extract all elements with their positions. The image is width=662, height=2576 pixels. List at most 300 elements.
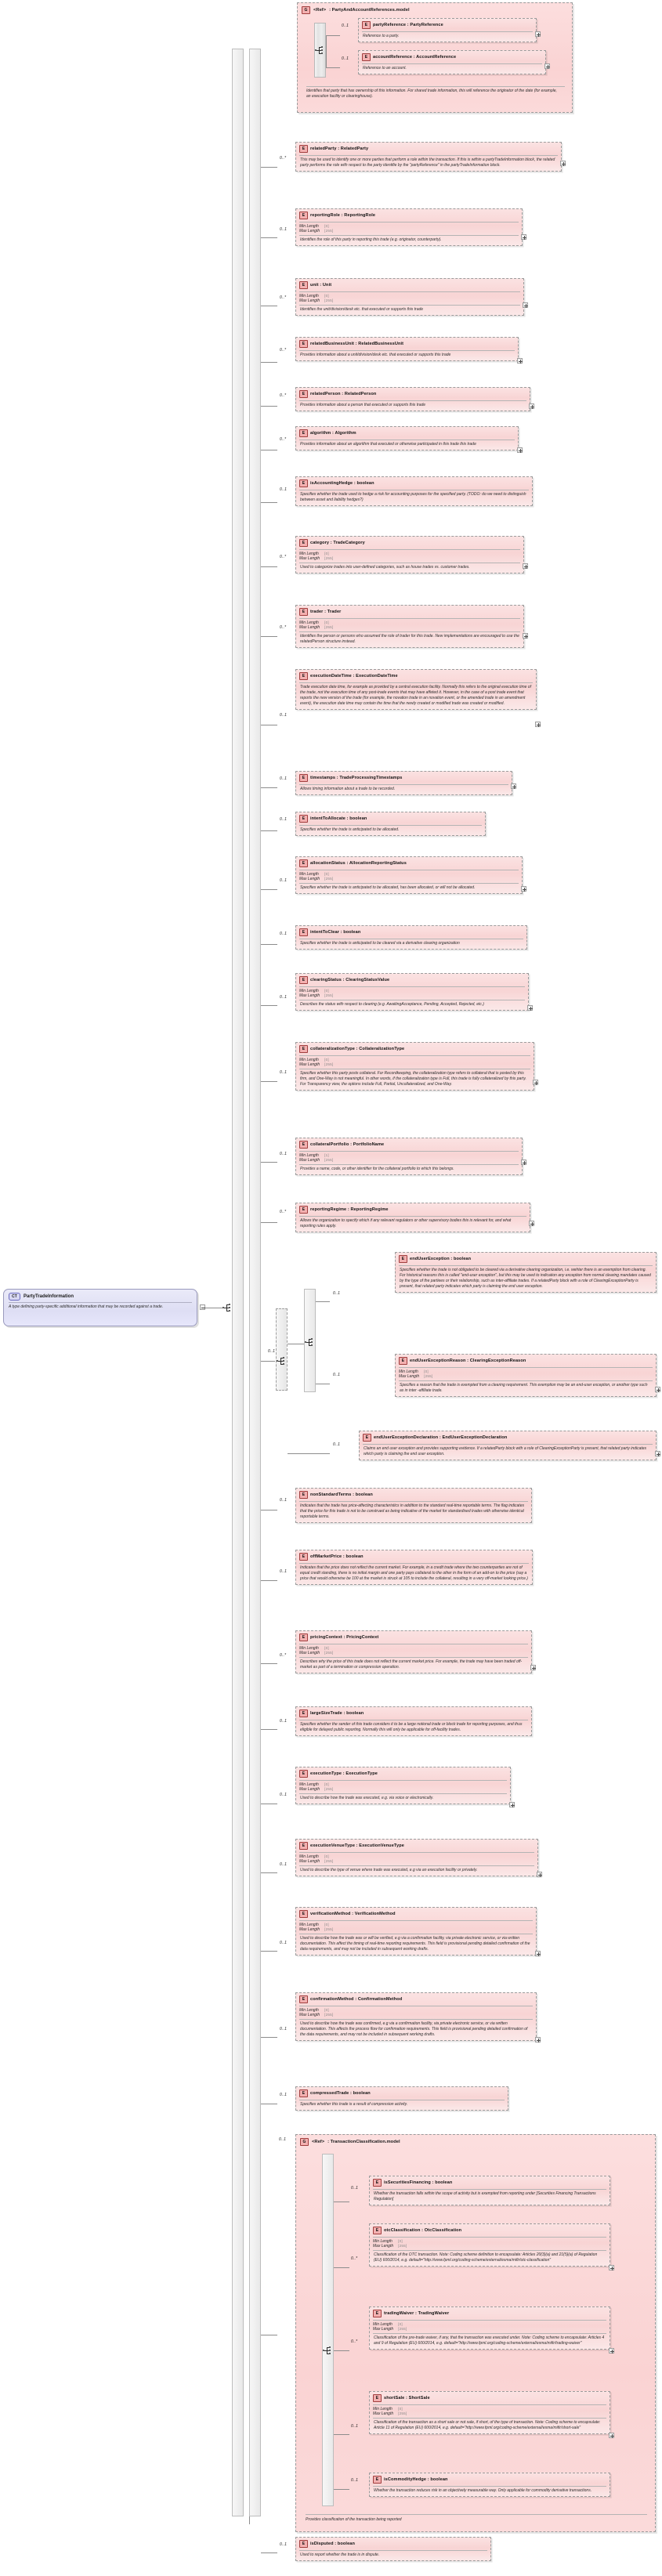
element-badge: E xyxy=(299,1910,308,1918)
occurs-label: 0..1 xyxy=(280,995,288,1000)
occurs-label: 0..1 xyxy=(268,1349,276,1354)
element-badge: E xyxy=(299,1995,308,2003)
element-name: relatedParty : RelatedParty xyxy=(310,147,369,151)
element-doc: Used to categorize trades into user-defined categories, such as house trades vs. customer trades. xyxy=(300,565,470,570)
element-doc: Specifies whether the trade is anticipated to be allocated, has been allocated, or will not be allocated. xyxy=(300,885,476,890)
group-header xyxy=(298,3,572,16)
element-doc: Specifies whether the trade is anticipated to be allocated. xyxy=(300,827,400,832)
element-badge: E xyxy=(299,1045,308,1053)
element-doc: Specifies whether the sender of this trade considers it to be a large notional trade or block trade for reporting purposes, and thus eligible for delayed public reporting. Normally this will only be applicable for off-facility trades. xyxy=(300,1722,523,1732)
element-isDisputed[interactable] xyxy=(295,2537,491,2561)
element-trader[interactable] xyxy=(295,605,524,648)
element-name: confirmationMethod : ConfirmationMethod xyxy=(310,1997,403,2002)
occurs-label: 0..1 xyxy=(280,487,288,492)
expand-toggle[interactable] xyxy=(535,722,541,727)
occurs-label: 0..1 xyxy=(280,227,288,232)
expand-toggle[interactable] xyxy=(523,302,528,308)
element-doc: Identifies the unit/division/desk etc. that executed or supports this trade xyxy=(300,307,424,312)
element-doc: Classification of the pre-trade waiver, if any, that the transaction was executed under. Note: Coding scheme to encapsulate: Articles 4 and 9 of Regulation (EU) 600/2014, e.g. default="http://www.fpml.org/coding-scheme/external/esma/mifir/trading-waiver" xyxy=(374,2335,605,2346)
element-doc: Used to describe how the trade was confirmed, e.g via a confirmation facility, via private electronic service, or via written documentation. This affects the process flow for confirmation requirements. This field is provisional pending detailed confirmation of the data requirements, and may not be included in subsequent working drafts. xyxy=(300,2021,528,2037)
occurs-label: 0..1 xyxy=(351,2424,359,2429)
max-length-label: Max Length xyxy=(299,877,320,881)
occurs-label: 0..1 xyxy=(342,56,349,61)
element-name: endUserExceptionReason : ClearingExceptionReason xyxy=(410,1359,526,1363)
occurs-label: 0..1 xyxy=(280,1793,288,1797)
expand-toggle[interactable] xyxy=(521,886,526,892)
element-doc: Specifies whether the trade is not obligated to be cleared via a derivative clearing organization, i.e. wehter there is an exemption from clearing. For historical reasons this is called "end-user exception", but this may be used to indication any exception from normal clearing mandates caused by the type of the partiees or their relationship, such as inter-affiliate trades. If a relatedParty block with a role of ClearingExceptionParty is present, that related party indicates which party is claiming the end user exception. xyxy=(400,1268,651,1289)
element-badge: E xyxy=(299,145,308,153)
element-badge: E xyxy=(299,928,308,936)
element-name: reportingRole : ReportingRole xyxy=(310,213,376,218)
element-name: otcClassification : OtcClassification xyxy=(384,2228,462,2233)
element-accountReference[interactable] xyxy=(358,50,546,74)
element-executionType[interactable] xyxy=(295,1767,511,1804)
expand-toggle[interactable] xyxy=(537,1872,542,1877)
min-length-label: Min Length xyxy=(373,2407,392,2411)
element-doc: Identifies the role of this party in reporting this trade (e.g. originator, counterparty). xyxy=(300,237,442,242)
element-badge: E xyxy=(299,281,308,289)
min-length-value: [0] xyxy=(324,2008,329,2012)
element-doc: Specifies a reason that the trade is exempted from a clearing requirement. This exemption may be an end-user exception, or another type such as in inter -affiliate trade. xyxy=(400,1383,648,1393)
occurs-label: 0..* xyxy=(351,2339,358,2344)
min-length-label: Min Length xyxy=(299,620,319,625)
occurs-label: 0..1 xyxy=(280,1719,288,1724)
element-name: pricingContext : PricingContext xyxy=(310,1635,379,1640)
occurs-label: 0..* xyxy=(280,156,287,161)
max-length-value: [255] xyxy=(324,625,334,629)
complex-type-name: PartyTradeInformation xyxy=(24,1294,74,1299)
expand-toggle[interactable] xyxy=(609,2433,614,2438)
element-name: timestamps : TradeProcessingTimestamps xyxy=(310,776,403,780)
occurs-label: 0..1 xyxy=(351,2478,359,2483)
max-length-label: Max Length xyxy=(299,1927,320,1932)
max-length-label: Max Length xyxy=(299,1787,320,1792)
element-name: isSecuritiesFinancing : boolean xyxy=(384,2180,453,2185)
element-badge: E xyxy=(299,479,308,487)
element-badge: E xyxy=(299,815,308,823)
min-length-value: [0] xyxy=(324,872,329,876)
element-badge: E xyxy=(299,859,308,867)
element-doc: This may be used to identify one or more parties that perform a role within the transaction. If this is within a partyTradeInformation block, the related party performs the role with respect to the party identifie by the "partyReference" in the partyTradeInformation block. xyxy=(300,157,555,168)
collapse-toggle[interactable] xyxy=(200,1304,205,1310)
element-relatedBusinessUnit[interactable] xyxy=(295,337,519,361)
max-length-value: [255] xyxy=(324,229,334,233)
element-badge: E xyxy=(299,1634,308,1641)
element-badge: E xyxy=(362,53,371,61)
max-length-value: [255] xyxy=(398,2327,407,2331)
expand-toggle[interactable] xyxy=(609,2348,614,2353)
root-sequence-icon xyxy=(222,1302,233,1313)
element-pricingContext[interactable] xyxy=(295,1630,532,1673)
element-badge: E xyxy=(399,1357,407,1365)
occurs-label: 0..1 xyxy=(351,2186,359,2191)
group-header xyxy=(296,2135,655,2147)
occurs-label: 0..* xyxy=(280,555,287,559)
occurs-label: 0..1 xyxy=(280,1862,288,1867)
min-length-value: [0] xyxy=(324,1854,329,1858)
max-length-label: Max Length xyxy=(373,2411,394,2416)
max-length-label: Max Length xyxy=(299,298,320,303)
group-doc: Identifies that party that has ownership of this information. For shared trade information, this will reference the originator of the date (for example, an execution facility or clearinghouse). xyxy=(306,89,557,99)
element-badge: E xyxy=(299,1842,308,1850)
element-name: unit : Unit xyxy=(310,283,332,288)
element-badge: E xyxy=(299,672,308,680)
element-badge: E xyxy=(299,1206,308,1214)
occurs-label: 0..1 xyxy=(280,817,288,822)
group-ref-transaction-classification[interactable] xyxy=(295,2134,656,2532)
element-doc: Indicates that the trade has price-affecting characteristics in addition to the standard real-time reportable terms. The flag indicates that the price for this trade is not to be construed as being indicative of the market for standardised trades with otherwise identical reportable terms. xyxy=(300,1503,524,1519)
element-executionDateTime[interactable] xyxy=(295,669,537,710)
min-length-label: Min Length xyxy=(299,1782,319,1787)
element-name: category : TradeCategory xyxy=(310,541,365,545)
max-length-label: Max Length xyxy=(299,1158,320,1163)
element-badge: E xyxy=(299,774,308,782)
group-badge: G xyxy=(302,6,310,14)
element-badge: E xyxy=(363,1434,371,1442)
element-name: endUserExceptionDeclaration : EndUserExceptionDeclaration xyxy=(374,1435,508,1440)
element-isAccountingHedge[interactable] xyxy=(295,476,533,506)
occurs-label: 0..1 xyxy=(280,1941,288,1945)
max-length-value: [255] xyxy=(324,1062,334,1066)
element-doc: Provides information about a person that executed or supports this trade xyxy=(300,403,426,407)
max-length-label: Max Length xyxy=(373,2327,394,2332)
element-name: partyReference : PartyReference xyxy=(373,23,443,27)
group-doc: Provides classification of the transaction being reported xyxy=(306,2517,402,2522)
choice-outer-bar xyxy=(276,1308,288,1391)
element-badge: E xyxy=(299,212,308,219)
max-length-value: [255] xyxy=(324,1158,334,1162)
element-doc: Used to report whether the trade is in dispute. xyxy=(300,2552,380,2557)
complex-type-doc: A type defining party-specific additional information that may be recorded against a trade. xyxy=(9,1304,164,1309)
element-doc: Whether the transaction falls within the scope of activity but is exempted from reporting under [Securities Financing Transactions Regulation] xyxy=(374,2191,596,2202)
min-length-value: [0] xyxy=(324,552,329,555)
min-length-value: [0] xyxy=(398,2239,403,2243)
max-length-label: Max Length xyxy=(299,2013,320,2017)
element-unit[interactable] xyxy=(295,278,524,316)
element-badge: E xyxy=(299,539,308,547)
element-badge: E xyxy=(299,2089,308,2097)
element-name: allocationStatus : AllocationReportingStatus xyxy=(310,861,407,866)
expand-toggle[interactable] xyxy=(560,161,566,166)
element-name: collateralPortfolio : PortfolioName xyxy=(310,1142,385,1147)
branch-a-sequence-icon xyxy=(304,1337,316,1348)
occurs-label: 0..* xyxy=(351,2256,358,2261)
occurs-label: 0..1 xyxy=(280,2093,288,2097)
group-ref-label: <Ref> xyxy=(313,8,327,13)
element-timestamps[interactable] xyxy=(295,771,512,795)
occurs-label: 0..* xyxy=(280,625,287,630)
expand-toggle[interactable] xyxy=(517,358,523,364)
min-length-value: [0] xyxy=(324,1923,329,1927)
element-collateralizationType[interactable] xyxy=(295,1042,534,1091)
element-name: largeSizeTrade : boolean xyxy=(310,1711,364,1716)
sequence-icon xyxy=(322,2345,334,2356)
expand-toggle[interactable] xyxy=(655,1451,660,1456)
occurs-label: 0..1 xyxy=(280,1569,288,1574)
max-length-label: Max Length xyxy=(299,625,320,630)
element-doc: Claims an end user exception and provides supporting evidence. If a relatedParty block with a role of ClearingExceptionParty is present, that related party indicates which party is claiming the end user exception. xyxy=(364,1446,647,1456)
group-badge: G xyxy=(300,2138,309,2146)
max-length-label: Max Length xyxy=(299,1062,320,1067)
element-doc: Whether the transaction reduces risk in an objectively measurable way. Only applicable for commodity derivative transactions. xyxy=(374,2488,592,2493)
expand-toggle[interactable] xyxy=(527,1005,533,1011)
complex-type-PartyTradeInformation[interactable] xyxy=(3,1289,197,1326)
min-length-label: Min Length xyxy=(399,1369,418,1374)
element-partyReference[interactable] xyxy=(358,18,537,42)
element-endUserExceptionDeclaration[interactable] xyxy=(359,1431,657,1460)
element-name: relatedPerson : RelatedPerson xyxy=(310,392,377,396)
element-name: executionVenueType : ExecutionVenueType xyxy=(310,1843,404,1848)
element-isSecuritiesFinancing[interactable] xyxy=(369,2176,610,2205)
element-confirmationMethod[interactable] xyxy=(295,1992,537,2041)
element-badge: E xyxy=(373,2227,382,2234)
element-intentToAllocate[interactable] xyxy=(295,812,486,836)
expand-toggle[interactable] xyxy=(535,2037,541,2042)
element-badge: E xyxy=(299,429,308,437)
divider xyxy=(306,2514,647,2515)
element-doc: Describes why the price of this trade does not reflect the current market price. For example, the trade may have been traded off-market as part of a termination or compression operation. xyxy=(300,1659,523,1670)
group-name: : PartyAndAccountReferences.model xyxy=(329,8,410,13)
element-badge: E xyxy=(299,1709,308,1717)
element-executionVenueType[interactable] xyxy=(295,1839,538,1876)
min-length-value: [0] xyxy=(424,1369,429,1373)
min-length-value: [0] xyxy=(324,294,329,298)
min-length-label: Min Length xyxy=(299,2008,319,2013)
element-tradingWaiver[interactable] xyxy=(369,2306,610,2350)
element-badge: E xyxy=(299,390,308,398)
element-name: isCommodityHedge : boolean xyxy=(384,2477,448,2482)
element-name: compressedTrade : boolean xyxy=(310,2091,371,2096)
max-length-label: Max Length xyxy=(299,556,320,561)
max-length-value: [255] xyxy=(398,2244,407,2248)
max-length-label: Max Length xyxy=(299,993,320,998)
element-relatedPerson[interactable] xyxy=(295,387,530,411)
occurs-label: 0..1 xyxy=(280,1070,288,1075)
element-name: relatedBusinessUnit : RelatedBusinessUnit xyxy=(310,342,404,346)
occurs-label: 0..* xyxy=(280,348,287,353)
expand-toggle[interactable] xyxy=(530,1665,536,1670)
expand-toggle[interactable] xyxy=(535,1951,541,1956)
min-length-label: Min Length xyxy=(299,1153,319,1158)
element-doc: Identifies the person or persons who assumed the role of trader for this trade. New implementations are encouraged to use the relatedPerson structure instead. xyxy=(300,634,519,644)
min-length-label: Min Length xyxy=(373,2239,392,2244)
element-verificationMethod[interactable] xyxy=(295,1907,537,1956)
max-length-value: [255] xyxy=(324,1927,334,1931)
element-allocationStatus[interactable] xyxy=(295,856,523,894)
element-endUserExceptionReason[interactable] xyxy=(395,1354,657,1397)
occurs-label: 0..1 xyxy=(280,1498,288,1503)
element-badge: E xyxy=(299,1141,308,1149)
element-name: algorithm : Algorithm xyxy=(310,431,356,436)
element-badge: E xyxy=(299,608,308,616)
min-length-label: Min Length xyxy=(373,2322,392,2327)
occurs-label: 0..1 xyxy=(279,2137,287,2142)
element-badge: E xyxy=(299,1553,308,1561)
element-name: intentToClear : boolean xyxy=(310,930,361,935)
element-doc: Specifies whether this party posts collateral. For Recordkeeping, the collateralization type refers to collateral that is posted by this firm, and One-Way is not meaningful. In other words, if the collateralization type is Full, this trade is fully collateralized by this party. For Transparency view, the options include Full, Partial, Uncollateralized, and One-Way. xyxy=(300,1071,526,1087)
min-length-value: [0] xyxy=(398,2322,403,2326)
occurs-label: 0..1 xyxy=(280,2542,288,2547)
element-doc: Allows timing information about a trade to be recorded. xyxy=(300,787,396,791)
element-doc: Reference to a party. xyxy=(363,34,400,38)
expand-toggle[interactable] xyxy=(511,783,516,789)
element-name: executionType : ExecutionType xyxy=(310,1771,378,1776)
min-length-value: [0] xyxy=(324,1058,329,1062)
element-badge: E xyxy=(299,340,308,348)
element-name: collateralizationType : CollateralizationType xyxy=(310,1047,405,1051)
element-name: nonStandardTerms : boolean xyxy=(310,1492,373,1497)
element-algorithm[interactable] xyxy=(295,426,519,450)
element-doc: Used to describe how the trade was executed, e.g. via voice or electronically. xyxy=(300,1796,434,1800)
max-length-label: Max Length xyxy=(299,229,320,233)
element-doc: Reference to an account. xyxy=(363,66,407,71)
occurs-label: 0..1 xyxy=(280,878,288,883)
element-badge: E xyxy=(399,1255,407,1263)
max-length-label: Max Length xyxy=(299,1859,320,1864)
max-length-value: [255] xyxy=(324,1859,334,1863)
min-length-label: Min Length xyxy=(299,552,319,556)
element-doc: Trade execution date time, for example as provided by a central execution facility. Normally this refers to the original execution time of the trade, not the execution time of any post-trade events that may have affeted it. However, in the case of a post trade event that reports the new version of the trade (for example, the novation trade in an novation event, or the amended trade in an amendment event), the execution date time may contain the time that the newly created or modified trade was created or modified. xyxy=(300,685,531,706)
occurs-label: 0..1 xyxy=(333,1442,341,1447)
min-length-value: [0] xyxy=(324,224,329,228)
element-offMarketPrice[interactable] xyxy=(295,1550,533,1585)
expand-toggle[interactable] xyxy=(517,447,523,453)
element-clearingStatus[interactable] xyxy=(295,973,529,1011)
element-name: trader : Trader xyxy=(310,610,342,614)
element-largeSizeTrade[interactable] xyxy=(295,1706,532,1736)
occurs-label: 0..* xyxy=(280,295,287,300)
element-otcClassification[interactable] xyxy=(369,2223,610,2267)
complex-type-badge: CT xyxy=(9,1293,20,1301)
occurs-label: 0..1 xyxy=(342,24,349,28)
max-length-value: [255] xyxy=(424,1374,433,1378)
element-name: offMarketPrice : boolean xyxy=(310,1554,364,1559)
main-sequence-bar xyxy=(249,49,261,2516)
expand-toggle[interactable] xyxy=(544,63,550,69)
choice-icon xyxy=(276,1355,288,1366)
max-length-label: Max Length xyxy=(299,1651,320,1655)
element-doc: Provides a name, code, or other identifier for the collateral portfolio to which this belongs. xyxy=(300,1167,454,1171)
occurs-label: 0..* xyxy=(280,437,287,442)
expand-toggle[interactable] xyxy=(521,1160,526,1165)
occurs-label: 0..1 xyxy=(333,1291,341,1296)
element-name: tradingWaiver : TradingWaiver xyxy=(384,2311,450,2316)
element-name: verificationMethod : VerificationMethod xyxy=(310,1912,396,1916)
element-relatedParty[interactable] xyxy=(295,142,562,172)
max-length-label: Max Length xyxy=(399,1374,420,1379)
element-badge: E xyxy=(299,1491,308,1499)
occurs-label: 0..* xyxy=(280,1653,287,1658)
element-reportingRegime[interactable] xyxy=(295,1203,530,1232)
element-doc: Used to describe the type of venue where trade was executed, e.g via an execution facility or privately. xyxy=(300,1868,478,1872)
element-badge: E xyxy=(373,2179,382,2187)
element-collateralPortfolio[interactable] xyxy=(295,1138,523,1175)
element-doc: Provides information about an algorithm that executed or otherwise participated in this trade this trade xyxy=(300,442,476,447)
element-doc: Used to describe how the trade was or will be verified, e.g via a confirmation facility, via private electronic service, or via written documentation. This affect the timing of real-time reporting requirements. This field is provisional pending detailed confirmation of the data requirements, and may not be included in subsequent working drafts. xyxy=(300,1936,530,1952)
expand-toggle[interactable] xyxy=(535,31,541,37)
min-length-value: [0] xyxy=(324,620,329,624)
expand-toggle[interactable] xyxy=(655,1387,660,1392)
min-length-label: Min Length xyxy=(299,224,319,229)
min-length-label: Min Length xyxy=(299,1923,319,1927)
expand-toggle[interactable] xyxy=(529,403,534,409)
group-name: : TransactionClassification.model xyxy=(327,2140,400,2144)
expand-toggle[interactable] xyxy=(523,633,528,639)
element-name: isDisputed : boolean xyxy=(310,2542,356,2546)
group-ref-label: <Ref> xyxy=(312,2140,325,2144)
max-length-value: [255] xyxy=(324,298,334,302)
min-length-label: Min Length xyxy=(299,872,319,877)
element-name: endUserException : boolean xyxy=(410,1257,472,1261)
min-length-label: Min Length xyxy=(299,294,319,298)
element-badge: E xyxy=(373,2310,382,2317)
min-length-label: Min Length xyxy=(299,989,319,993)
element-intentToClear[interactable] xyxy=(295,925,527,950)
element-name: intentToAllocate : boolean xyxy=(310,816,367,821)
element-reportingRole[interactable] xyxy=(295,208,523,246)
occurs-label: 0..* xyxy=(280,393,287,398)
element-name: executionDateTime : ExecutionDateTime xyxy=(310,674,398,678)
min-length-value: [0] xyxy=(398,2407,403,2411)
element-badge: E xyxy=(299,1770,308,1778)
element-isCommodityHedge[interactable] xyxy=(369,2473,610,2497)
max-length-value: [255] xyxy=(398,2411,407,2415)
element-badge: E xyxy=(299,976,308,984)
element-shortSale[interactable] xyxy=(369,2391,610,2434)
max-length-value: [255] xyxy=(324,993,334,997)
expand-toggle[interactable] xyxy=(609,2265,614,2270)
element-doc: Describes the status with respect to clearing (e.g. AwaitingAcceptance, Pending, Accepted, Rejected, etc.) xyxy=(300,1002,484,1007)
min-length-label: Min Length xyxy=(299,1854,319,1859)
max-length-value: [255] xyxy=(324,1651,334,1655)
element-doc: Provides information about a unit/division/desk etc. that executed or supports this trade xyxy=(300,353,451,357)
element-doc: Specifies whether the trade is anticipated to be cleared via a derivative clearing organization xyxy=(300,941,460,946)
max-length-value: [255] xyxy=(324,877,334,881)
max-length-value: [255] xyxy=(324,1787,334,1791)
element-nonStandardTerms[interactable] xyxy=(295,1488,532,1523)
occurs-label: 0..1 xyxy=(333,1373,341,1377)
root-container-bar xyxy=(232,49,244,2516)
element-badge: E xyxy=(373,2394,382,2402)
element-name: reportingRegime : ReportingRegime xyxy=(310,1207,389,1212)
expand-toggle[interactable] xyxy=(509,1802,515,1807)
element-doc: Indicates that the price does not reflect the current market. For example, in a credit trade where the two counterparties are not of equal credit standing, there is no initial margin and one party pays collateral to the other in the form of an add-on to the price (say a price that would otherwise be 100 at the market is struck at 105 to include the collateral, resulting in a very off-market looking price.) xyxy=(300,1565,528,1581)
max-length-value: [255] xyxy=(324,2013,334,2017)
element-badge: E xyxy=(299,2540,308,2548)
occurs-label: 0..1 xyxy=(280,776,288,781)
element-endUserException[interactable] xyxy=(395,1252,657,1293)
element-name: shortSale : ShortSale xyxy=(384,2396,430,2401)
occurs-label: 0..1 xyxy=(280,932,288,936)
group-ref-party-account-references[interactable] xyxy=(297,2,573,113)
element-category[interactable] xyxy=(295,536,524,573)
element-doc: Allows the organization to specify which if any relevant regulators or other supervisory bodies this is relevant for, and what reporting rules apply. xyxy=(300,1218,512,1228)
element-badge: E xyxy=(373,2476,382,2484)
element-name: clearingStatus : ClearingStatusValue xyxy=(310,978,390,982)
expand-toggle[interactable] xyxy=(521,234,526,240)
occurs-label: 0..1 xyxy=(280,2027,288,2031)
element-doc: Classification of the OTC transaction. Note: Coding scheme definition to encapsulate: Articles 20(3)(a) and 21(5)(a) of Regulation (EU) 600/2014, e.g. default="http://www.fpml.org/coding-scheme/external/esma/mifir/otc-classification" xyxy=(374,2252,598,2263)
element-doc: Classification of the transaction as a short sale or not sale, if short, of the type of transaction. Note: Coding scheme to encapsulate: Article 11 of Regulation (EU) 600/2014, e.g. default="http://www.fpml.org/coding-scheme/external/esma/mifir/short-sale" xyxy=(374,2420,601,2430)
element-compressedTrade[interactable] xyxy=(295,2086,508,2111)
expand-toggle[interactable] xyxy=(523,563,528,569)
element-doc: Specifies whether the trade used to hedge a risk for accounting purposes for the specified party. (TODO: do we need to distinguish between asset and liability hedges?) xyxy=(300,492,526,502)
expand-toggle[interactable] xyxy=(529,1221,534,1226)
expand-toggle[interactable] xyxy=(533,1080,538,1085)
max-length-value: [255] xyxy=(324,556,334,560)
min-length-label: Min Length xyxy=(299,1058,319,1062)
element-name: isAccountingHedge : boolean xyxy=(310,481,374,486)
